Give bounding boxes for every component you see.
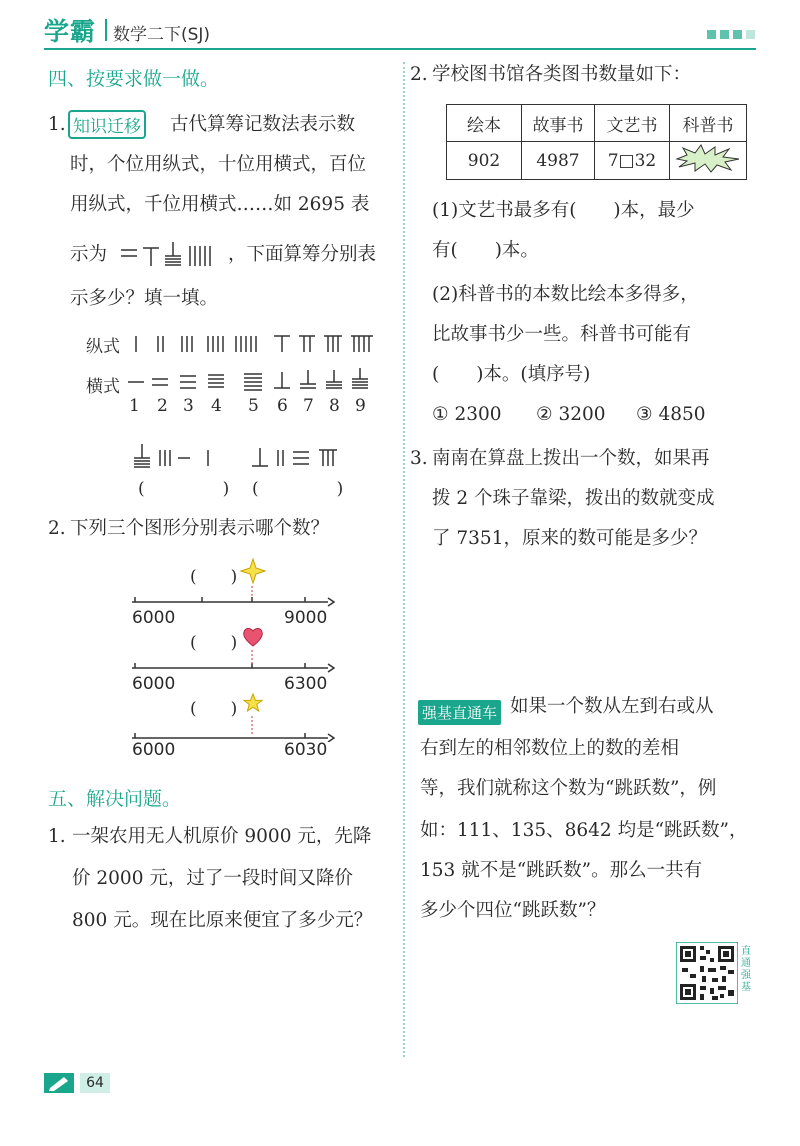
header-rule: [44, 48, 756, 50]
digit-label: 8: [329, 396, 340, 416]
page-number: 64: [80, 1073, 110, 1093]
star-4point-icon: [240, 558, 266, 584]
table-cell-covered: [670, 142, 747, 180]
number-line-2-start: 6000: [132, 674, 176, 694]
q1-line5: 示多少？填一填。: [70, 288, 219, 309]
book-title: 数学二下(SJ): [113, 25, 211, 45]
r-q2-number: 2.: [410, 64, 428, 85]
section-4-title: 四、按要求做一做。: [48, 68, 220, 90]
table-header-cell: 故事书: [522, 105, 595, 142]
challenge-tag: 强基直通车: [418, 700, 501, 725]
r-q2-sub2-line2: 比故事书少一些。科普书可能有: [432, 324, 692, 345]
answer-blank-star[interactable]: ( ): [190, 567, 238, 587]
table-header-row: [447, 105, 747, 142]
knowledge-transfer-tag: 知识迁移: [68, 110, 146, 139]
q5-1-line2: 价 2000 元，过了一段时间又降价: [72, 868, 353, 889]
challenge-line2: 右到左的相邻数位上的数的差相: [420, 738, 680, 759]
number-line-3-end: 6030: [284, 740, 328, 760]
q5-1-number: 1.: [48, 826, 66, 847]
q1-line4-b: ，下面算筹分别表: [228, 244, 377, 265]
table-header-cell: 文艺书: [595, 105, 670, 142]
challenge-line5: 153 就不是“跳跃数”。那么一共有: [420, 860, 703, 881]
option-2[interactable]: ② 3200: [536, 404, 606, 425]
r-q3-line3: 了 7351，原来的数可能是多少？: [432, 528, 707, 549]
star-5point-icon: [243, 693, 263, 713]
r-q3-line1: 南南在算盘上拨出一个数，如果再: [432, 448, 710, 469]
digit-label: 4: [211, 396, 222, 416]
q5-1-line1: 一架农用无人机原价 9000 元，先降: [72, 826, 372, 847]
q2-number: 2.: [48, 518, 66, 539]
r-q2-sub1-line1: (1)文艺书最多有( )本，最少: [432, 200, 695, 221]
header-square-icon: [733, 30, 742, 39]
r-q3-line2: 拨 2 个珠子靠梁，拨出的数就变成: [432, 488, 715, 509]
q1-line4-a: 示为: [70, 244, 108, 265]
r-q2-sub2-line3: ( )本。(填序号): [432, 364, 591, 385]
digit-label: 9: [355, 396, 366, 416]
table-cell: 902: [447, 142, 522, 180]
option-1[interactable]: ① 2300: [432, 404, 502, 425]
digit-label: 7: [303, 396, 314, 416]
brand-logo: 学霸: [44, 17, 97, 46]
rod-numeral-2695-icon: [118, 236, 228, 270]
answer-blank-1[interactable]: ( ): [138, 479, 232, 499]
number-line-1-start: 6000: [132, 608, 176, 628]
number-line-1-end: 9000: [284, 608, 328, 628]
header-square-icon: [746, 30, 755, 39]
column-divider: [403, 62, 405, 1057]
qr-code-icon[interactable]: [676, 942, 738, 1004]
challenge-line4: 如：111、135、8642 均是“跳跃数”，: [420, 820, 748, 841]
header-separator: [105, 19, 107, 41]
challenge-line3: 等，我们就称这个数为“跳跃数”，例: [420, 778, 717, 799]
q2-text: 下列三个图形分别表示哪个数？: [70, 518, 330, 539]
r-q2-title: 学校图书馆各类图书数量如下：: [432, 64, 692, 85]
challenge-line6: 多少个四位“跳跃数”？: [420, 900, 606, 921]
challenge-line1: 如果一个数从左到右或从: [510, 696, 714, 717]
number-line-3: [130, 714, 335, 742]
q1-line1: 古代算筹记数法表示数: [170, 114, 356, 135]
r-q2-sub1-line2: 有( )本。: [432, 240, 539, 261]
section-5-title: 五、解决问题。: [48, 788, 182, 810]
table-cell: 4987: [522, 142, 595, 180]
pencil-icon: [44, 1073, 74, 1093]
table-row: [447, 142, 747, 180]
q1-line3: 用纵式，千位用横式……如 2695 表: [70, 194, 370, 215]
table-header-cell: 绘本: [447, 105, 522, 142]
number-line-3-start: 6000: [132, 740, 176, 760]
ink-splat-icon: [673, 143, 743, 173]
digit-label: 5: [248, 396, 259, 416]
qr-label: 直通强基: [741, 946, 751, 993]
rod-numerals-exercise: [132, 438, 372, 472]
q1-number: 1.: [48, 114, 66, 135]
option-3[interactable]: ③ 4850: [636, 404, 706, 425]
digit-label: 2: [157, 396, 168, 416]
digit-label: 6: [277, 396, 288, 416]
answer-blank-small-star[interactable]: ( ): [190, 699, 238, 719]
digit-label: 3: [183, 396, 194, 416]
heart-icon: [242, 626, 264, 648]
number-line-2-end: 6300: [284, 674, 328, 694]
vertical-form-label: 纵式: [86, 337, 120, 357]
header-square-icon: [707, 30, 716, 39]
horizontal-form-label: 横式: [86, 377, 120, 397]
table-header-cell: 科普书: [670, 105, 747, 142]
header-square-icon: [720, 30, 729, 39]
answer-blank-2[interactable]: ( ): [252, 479, 346, 499]
table-cell: 7□32: [595, 142, 670, 180]
q1-line2: 时，个位用纵式，十位用横式，百位: [70, 154, 367, 175]
answer-blank-heart[interactable]: ( ): [190, 633, 238, 653]
digit-label: 1: [129, 396, 140, 416]
r-q3-number: 3.: [410, 448, 428, 469]
book-count-table: [446, 104, 747, 180]
r-q2-sub2-line1: (2)科普书的本数比绘本多得多，: [432, 284, 699, 305]
q5-1-line3: 800 元。现在比原来便宜了多少元？: [72, 910, 373, 931]
